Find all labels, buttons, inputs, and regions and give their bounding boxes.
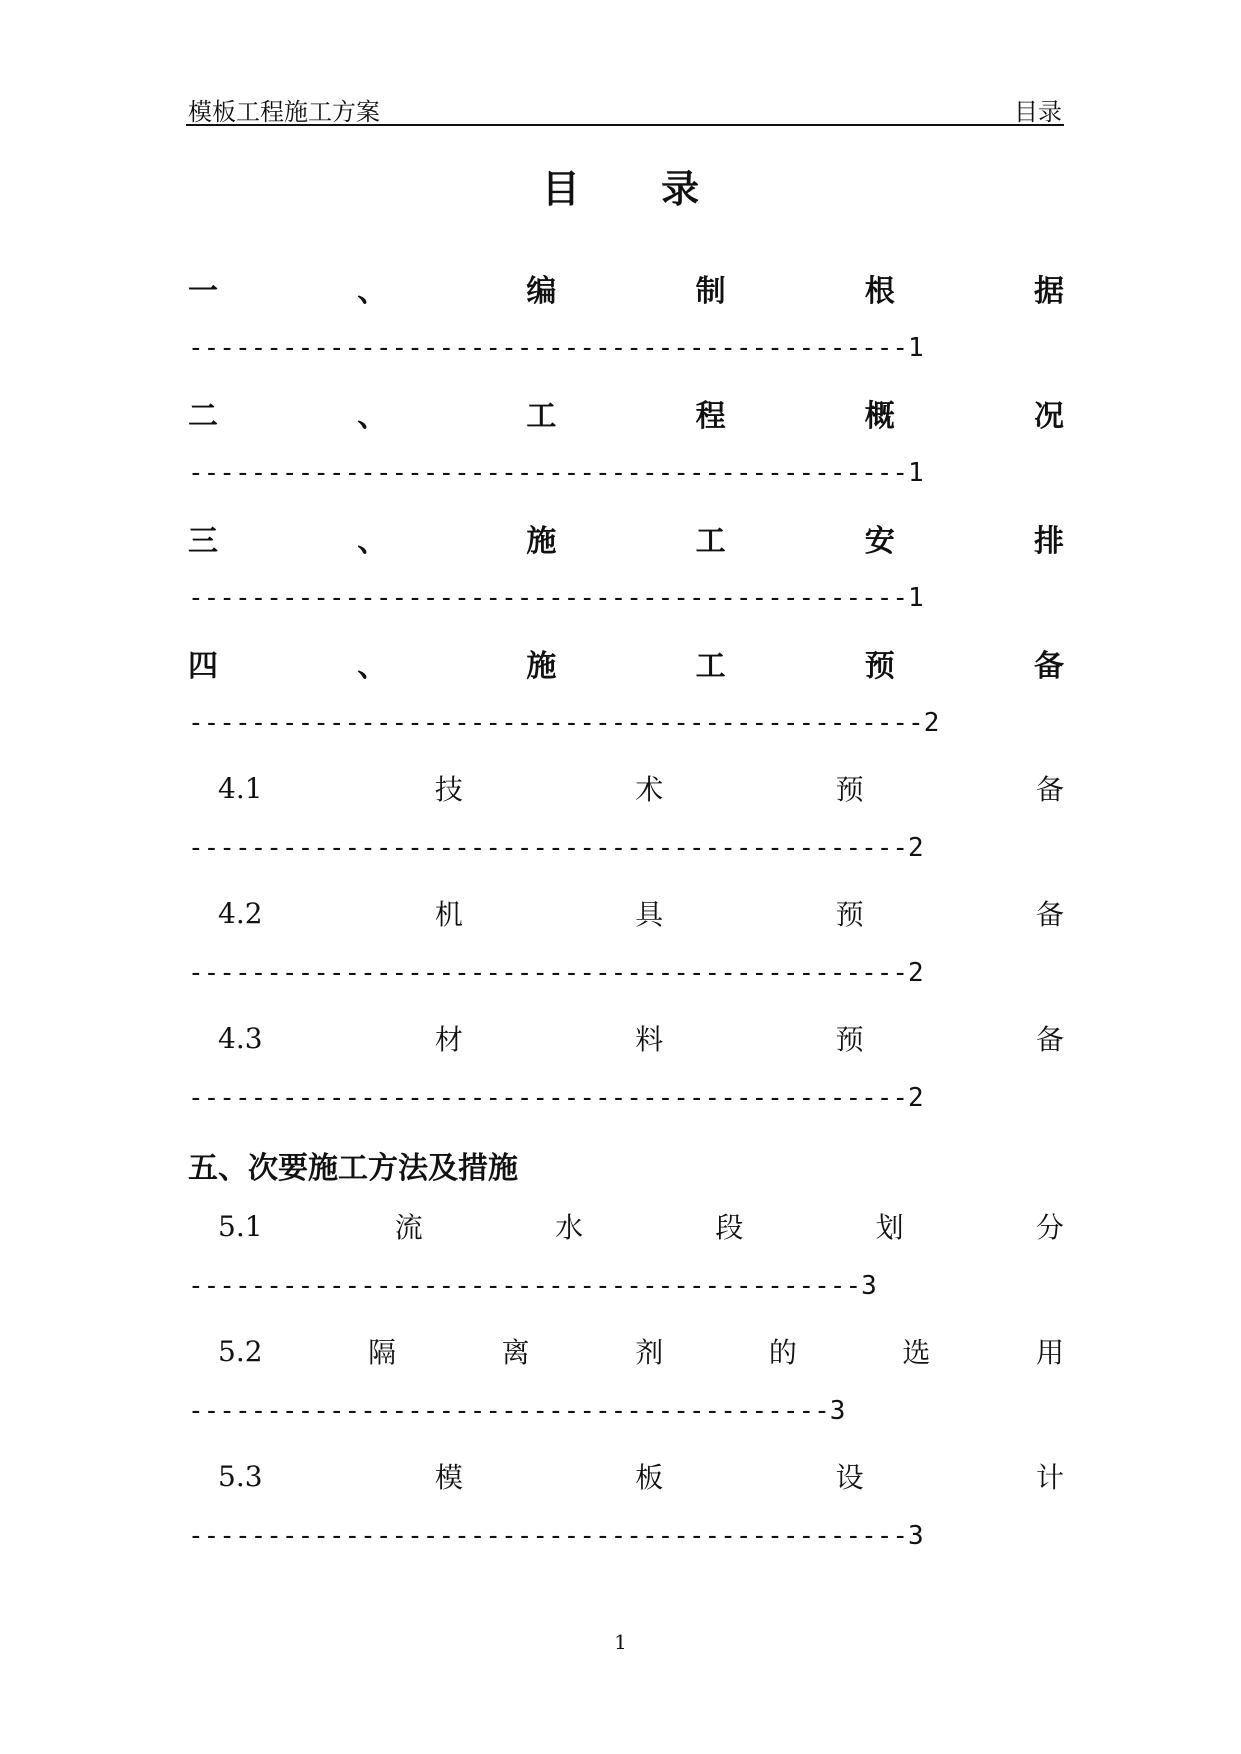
toc-entry-4-3[interactable] [218, 1018, 1064, 1058]
toc-entry-1-char: 根 [864, 274, 895, 309]
toc-entry-2-char: 概 [864, 399, 895, 434]
toc-entry-5-3-char: 5.3 [218, 1459, 263, 1493]
toc-entry-4-char: 预 [864, 649, 895, 684]
toc-entry-4-2-char: 4.2 [218, 896, 263, 930]
toc-entry-4-3-char: 备 [1035, 1023, 1064, 1056]
toc-entry-5-1-char: 段 [715, 1211, 744, 1244]
toc-entry-5-2-leader: -----------------------------------------3 [188, 1396, 846, 1426]
toc-entry-5-2-char: 的 [768, 1336, 797, 1369]
toc-entry-1-char: 编 [526, 274, 557, 309]
toc-entry-5-2-char: 用 [1035, 1336, 1064, 1369]
toc-entry-2-char: 工 [526, 399, 557, 434]
toc-entry-2[interactable] [188, 393, 1064, 433]
toc-entry-5-1-char: 流 [394, 1211, 423, 1244]
toc-entry-4-char: 工 [695, 649, 726, 684]
toc-entry-4-1-char: 预 [835, 773, 864, 806]
toc-entry-4[interactable] [188, 643, 1064, 683]
page-title: 目 录 [541, 167, 734, 211]
toc-entry-1-char: 一 [188, 274, 218, 309]
toc-entry-5-3-char: 板 [635, 1461, 664, 1494]
toc-entry-5-3[interactable] [218, 1456, 1064, 1496]
page-number: 1 [614, 1630, 627, 1654]
toc-entry-2-char: 况 [1033, 399, 1064, 434]
toc-entry-5-1-char: 水 [555, 1211, 584, 1244]
toc-entry-4-2-char: 备 [1035, 898, 1064, 931]
toc-entry-3-char: 施 [526, 524, 557, 559]
toc-entry-3-char: 、 [357, 524, 388, 559]
toc-entry-4-3-char: 4.3 [218, 1021, 263, 1055]
toc-entry-3-char: 排 [1033, 524, 1064, 559]
toc-entry-4-3-char: 材 [434, 1023, 463, 1056]
toc-entry-1-char: 、 [357, 274, 388, 309]
toc-entry-2-char: 二 [188, 399, 218, 434]
toc-entry-3-char: 三 [188, 524, 218, 559]
toc-entry-5-3-char: 计 [1035, 1461, 1064, 1494]
toc-entry-4-1-char: 术 [635, 773, 664, 806]
toc-entry-2-char: 程 [695, 399, 726, 434]
toc-entry-5-2-char: 离 [501, 1336, 530, 1369]
toc-entry-4-1[interactable] [218, 768, 1064, 808]
toc-entry-5-1-char: 划 [875, 1211, 904, 1244]
toc-entry-4-3-char: 料 [635, 1023, 664, 1056]
toc-entry-4-3-leader: ----------------------------------------------2 [188, 1083, 924, 1113]
toc-entry-4-leader: -----------------------------------------------2 [188, 708, 940, 738]
toc-entry-3[interactable] [188, 518, 1064, 558]
toc-entry-4-1-leader: ----------------------------------------------2 [188, 833, 924, 863]
toc-entry-4-char: 施 [526, 649, 557, 684]
toc-entry-5-2-char: 选 [902, 1336, 931, 1369]
header-section-label: 目录 [1014, 98, 1062, 126]
toc-entry-4-1-char: 4.1 [218, 771, 263, 805]
toc-entry-5-2-char: 隔 [368, 1336, 397, 1369]
toc-entry-5-1-leader: -------------------------------------------3 [188, 1271, 877, 1301]
toc-entry-5[interactable] [188, 1145, 1064, 1185]
toc-entry-4-2-leader: ----------------------------------------------2 [188, 958, 924, 988]
toc-entry-5-3-char: 设 [835, 1461, 864, 1494]
toc-entry-1[interactable] [188, 268, 1064, 308]
toc-entry-5-title: 五、次要施工方法及措施 [188, 1151, 518, 1186]
toc-entry-5-1[interactable] [218, 1206, 1064, 1246]
toc-entry-5-2-char: 剂 [635, 1336, 664, 1369]
toc-entry-4-3-char: 预 [835, 1023, 864, 1056]
toc-entry-4-2-char: 机 [434, 898, 463, 931]
toc-entry-5-3-char: 模 [434, 1461, 463, 1494]
toc-entry-3-char: 安 [864, 524, 895, 559]
toc-entry-1-char: 据 [1033, 274, 1064, 309]
toc-entry-4-char: 备 [1033, 649, 1064, 684]
header-document-title: 模板工程施工方案 [188, 98, 380, 126]
toc-entry-4-1-char: 技 [434, 773, 463, 806]
toc-entry-1-leader: ----------------------------------------------1 [188, 333, 924, 363]
toc-entry-2-leader: ----------------------------------------------1 [188, 458, 924, 488]
toc-entry-2-char: 、 [357, 399, 388, 434]
toc-entry-3-char: 工 [695, 524, 726, 559]
toc-entry-5-1-char: 分 [1035, 1211, 1064, 1244]
toc-entry-4-char: 四 [188, 649, 218, 684]
toc-entry-4-1-char: 备 [1035, 773, 1064, 806]
toc-entry-5-3-leader: ----------------------------------------------3 [188, 1521, 924, 1551]
toc-entry-4-char: 、 [357, 649, 388, 684]
toc-entry-5-2-char: 5.2 [218, 1334, 263, 1368]
toc-entry-1-char: 制 [695, 274, 726, 309]
toc-entry-4-2-char: 预 [835, 898, 864, 931]
toc-entry-5-2[interactable] [218, 1331, 1064, 1371]
toc-entry-4-2[interactable] [218, 893, 1064, 933]
toc-entry-3-leader: ----------------------------------------------1 [188, 583, 924, 613]
toc-entry-4-2-char: 具 [635, 898, 664, 931]
page-header [186, 88, 1064, 126]
toc-entry-5-1-char: 5.1 [218, 1209, 263, 1243]
